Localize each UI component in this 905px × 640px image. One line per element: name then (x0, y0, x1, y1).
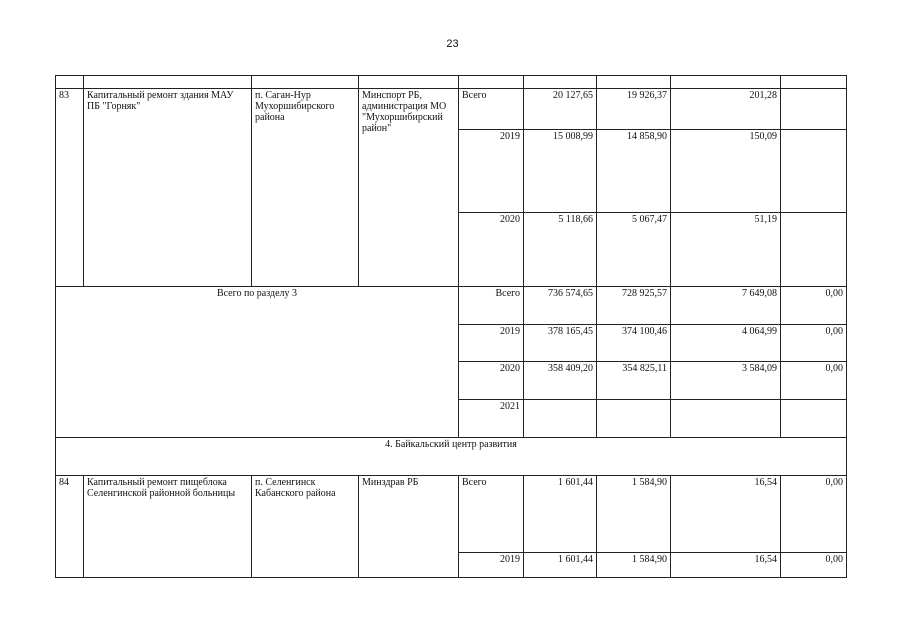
federal-funds: 728 925,57 (597, 287, 671, 325)
section-total-label: Всего по разделу 3 (56, 287, 459, 438)
object-location: п. Селенгинск Кабанского района (252, 476, 359, 578)
total-cost: 5 118,66 (524, 213, 597, 287)
total-cost: 378 165,45 (524, 325, 597, 362)
regional-funds: 201,28 (671, 89, 781, 130)
object-location: п. Саган-Нур Мухоршибирского района (252, 89, 359, 287)
total-cost: 20 127,65 (524, 89, 597, 130)
header-strip-row (56, 76, 847, 89)
section-heading-row (56, 438, 847, 476)
local-funds: 0,00 (781, 325, 847, 362)
total-cost: 736 574,65 (524, 287, 597, 325)
year-cell: 2021 (459, 400, 524, 438)
year-cell: Всего (459, 287, 524, 325)
regional-funds: 4 064,99 (671, 325, 781, 362)
regional-funds: 3 584,09 (671, 362, 781, 400)
federal-funds: 1 584,90 (597, 476, 671, 553)
total-cost: 1 601,44 (524, 553, 597, 578)
year-cell: 2020 (459, 213, 524, 287)
local-funds: 0,00 (781, 287, 847, 325)
regional-funds: 7 649,08 (671, 287, 781, 325)
regional-funds: 16,54 (671, 476, 781, 553)
program-table (55, 75, 847, 578)
table-row (56, 287, 847, 325)
total-cost: 15 008,99 (524, 130, 597, 213)
section-heading: 4. Байкальский центр развития (56, 438, 847, 476)
row-number: 83 (56, 89, 84, 287)
local-funds (781, 130, 847, 213)
regional-funds: 51,19 (671, 213, 781, 287)
object-name: Капитальный ремонт пищеблока Селенгинской районной больницы (84, 476, 252, 578)
object-name: Капитальный ремонт здания МАУ ПБ "Горняк" (84, 89, 252, 287)
federal-funds: 5 067,47 (597, 213, 671, 287)
year-cell: 2019 (459, 130, 524, 213)
local-funds (781, 213, 847, 287)
year-cell: 2020 (459, 362, 524, 400)
total-cost: 358 409,20 (524, 362, 597, 400)
local-funds: 0,00 (781, 476, 847, 553)
federal-funds: 1 584,90 (597, 553, 671, 578)
federal-funds: 374 100,46 (597, 325, 671, 362)
table-row (56, 89, 847, 130)
local-funds: 0,00 (781, 362, 847, 400)
year-cell: 2019 (459, 553, 524, 578)
year-cell: 2019 (459, 325, 524, 362)
row-number: 84 (56, 476, 84, 578)
regional-funds: 16,54 (671, 553, 781, 578)
federal-funds: 354 825,11 (597, 362, 671, 400)
customer: Минздрав РБ (359, 476, 459, 578)
year-cell: Всего (459, 89, 524, 130)
regional-funds: 150,09 (671, 130, 781, 213)
year-cell: Всего (459, 476, 524, 553)
total-cost: 1 601,44 (524, 476, 597, 553)
table-row (56, 476, 847, 553)
local-funds: 0,00 (781, 553, 847, 578)
customer: Минспорт РБ, администрация МО "Мухоршибирский район" (359, 89, 459, 287)
local-funds (781, 89, 847, 130)
federal-funds: 14 858,90 (597, 130, 671, 213)
page-number: 23 (446, 38, 459, 50)
federal-funds: 19 926,37 (597, 89, 671, 130)
